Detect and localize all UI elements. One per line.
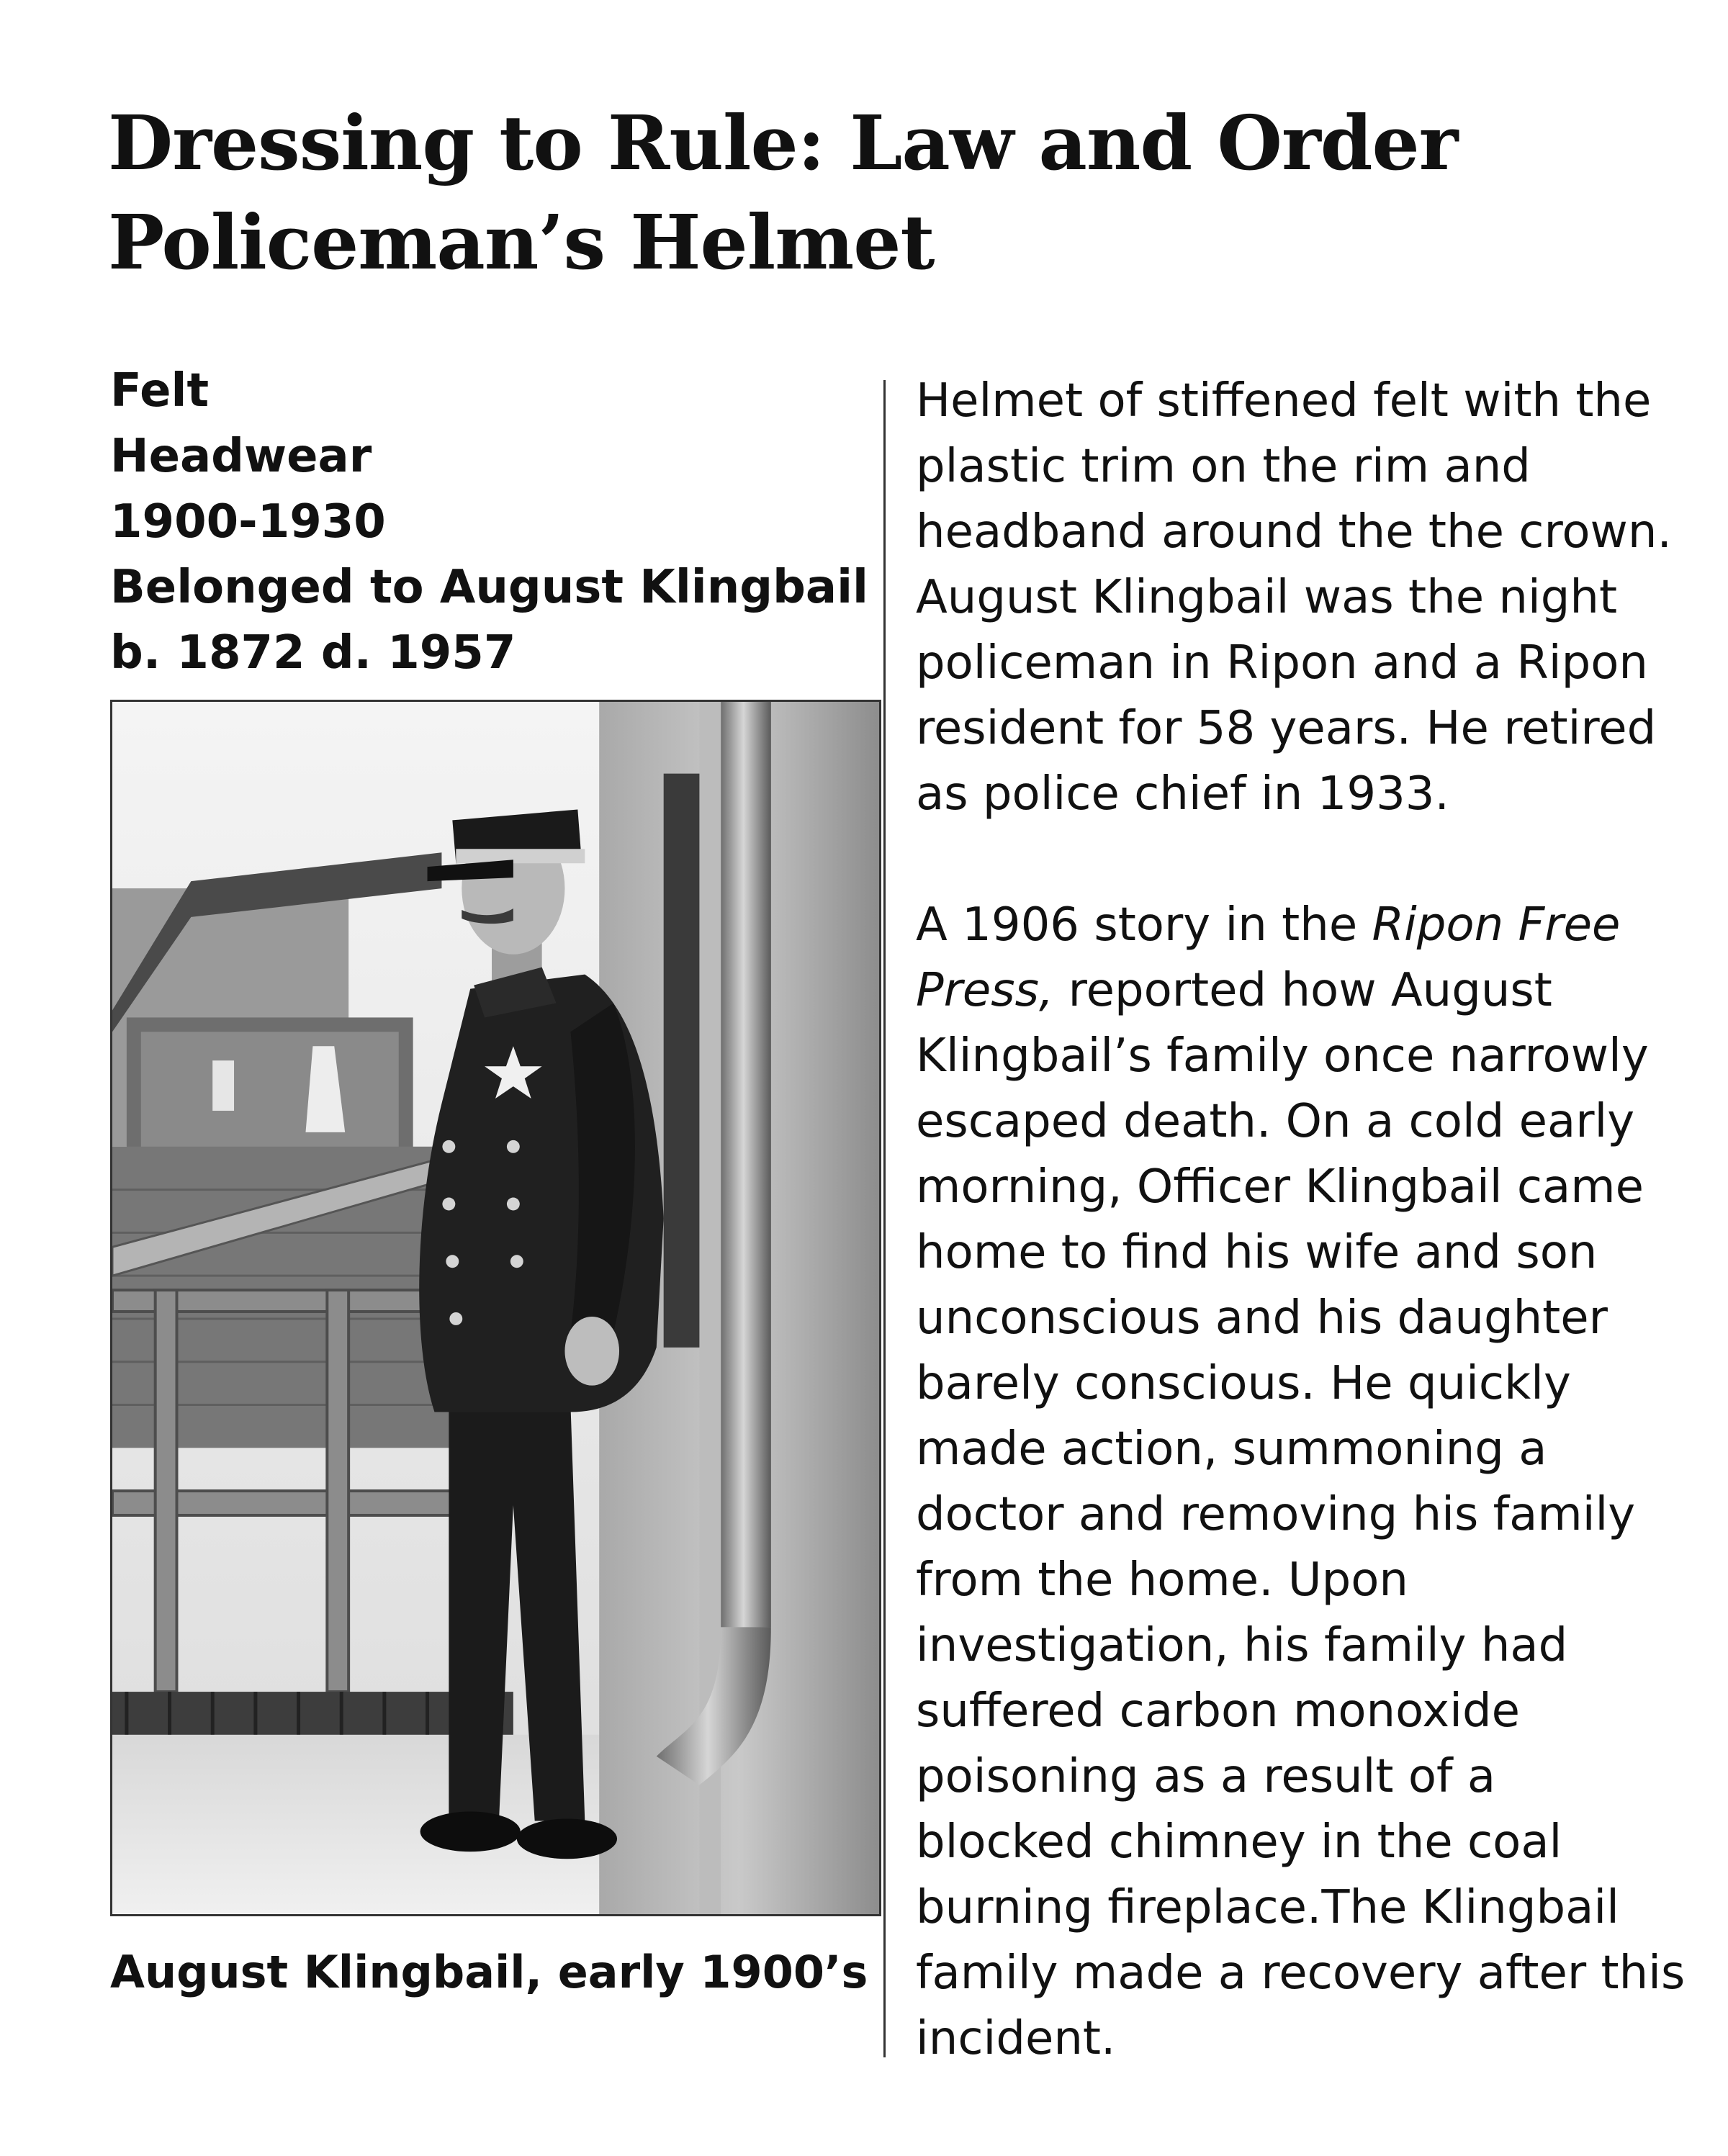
paragraph-2-prefix: A 1906 story in the	[916, 898, 1372, 952]
newspaper-title: Ripon Free	[1372, 898, 1621, 952]
paragraph-2-line: poisoning as a result of a	[916, 1750, 1496, 1803]
title-line-2: Policeman’s Helmet	[108, 198, 935, 287]
paragraph-1-line: plastic trim on the rim and	[916, 440, 1531, 493]
paragraph-2-line	[916, 958, 1708, 1024]
paragraph-2-line: Klingbail’s family once narrowly	[916, 1029, 1649, 1083]
object-details	[110, 358, 866, 686]
photo-caption: August Klingbail, early 1900’s	[110, 1946, 868, 1998]
material-label: Felt	[110, 364, 210, 418]
paragraph-2-line: barely conscious. He quickly	[916, 1357, 1571, 1410]
paragraph-1-line: August Klingbail was the night	[916, 571, 1618, 624]
paragraph-2-line: unconscious and his daughter	[916, 1291, 1608, 1345]
paragraph-1-line: headband around the the crown.	[916, 505, 1672, 559]
paragraph-2-line: investigation, his family had	[916, 1619, 1568, 1672]
page-title	[108, 94, 1620, 292]
paragraph-2-line	[916, 893, 1708, 958]
historical-photo	[110, 700, 881, 1916]
newspaper-title-cont: Press,	[916, 964, 1054, 1017]
paragraph-2-line: family made a recovery after this	[916, 1947, 1686, 2000]
paragraph-gap	[916, 827, 1708, 893]
date-label: 1900-1930	[110, 495, 386, 549]
paragraph-1-line: Helmet of stiffened felt with the	[916, 374, 1652, 428]
paragraph-1-line: resident for 58 years. He retired	[916, 702, 1657, 755]
paragraph-1-line: policeman in Ripon and a Ripon	[916, 636, 1648, 690]
owner-label: Belonged to August Klingbail	[110, 561, 868, 614]
paragraph-2-line: doctor and removing his family	[916, 1488, 1636, 1541]
paragraph-2-line: morning, Officer Klingbail came	[916, 1160, 1644, 1214]
paragraph-2-line: from the home. Upon	[916, 1553, 1408, 1607]
paragraph-2-line: home to find his wife and son	[916, 1226, 1598, 1279]
lifespan-label: b. 1872 d. 1957	[110, 626, 516, 680]
description-text	[916, 369, 1708, 2072]
paragraph-2-line: suffered carbon monoxide	[916, 1684, 1520, 1738]
column-divider	[883, 380, 886, 2057]
paragraph-1	[916, 369, 1708, 827]
paragraph-2-line: incident.	[916, 2012, 1116, 2065]
paragraph-2-line: made action, summoning a	[916, 1422, 1547, 1476]
policeman-photo-illustration	[112, 702, 879, 1914]
paragraph-1-line: as police chief in 1933.	[916, 767, 1449, 821]
paragraph-2-line: escaped death. On a cold early	[916, 1095, 1635, 1148]
paragraph-2-rest: reported how August	[1053, 964, 1552, 1017]
paragraph-2	[916, 893, 1708, 2072]
category-label: Headwear	[110, 430, 372, 483]
title-line-1: Dressing to Rule: Law and Order	[108, 99, 1458, 187]
paragraph-2-line: burning fireplace.The Klingbail	[916, 1881, 1619, 1934]
paragraph-2-line: blocked chimney in the coal	[916, 1816, 1562, 1869]
